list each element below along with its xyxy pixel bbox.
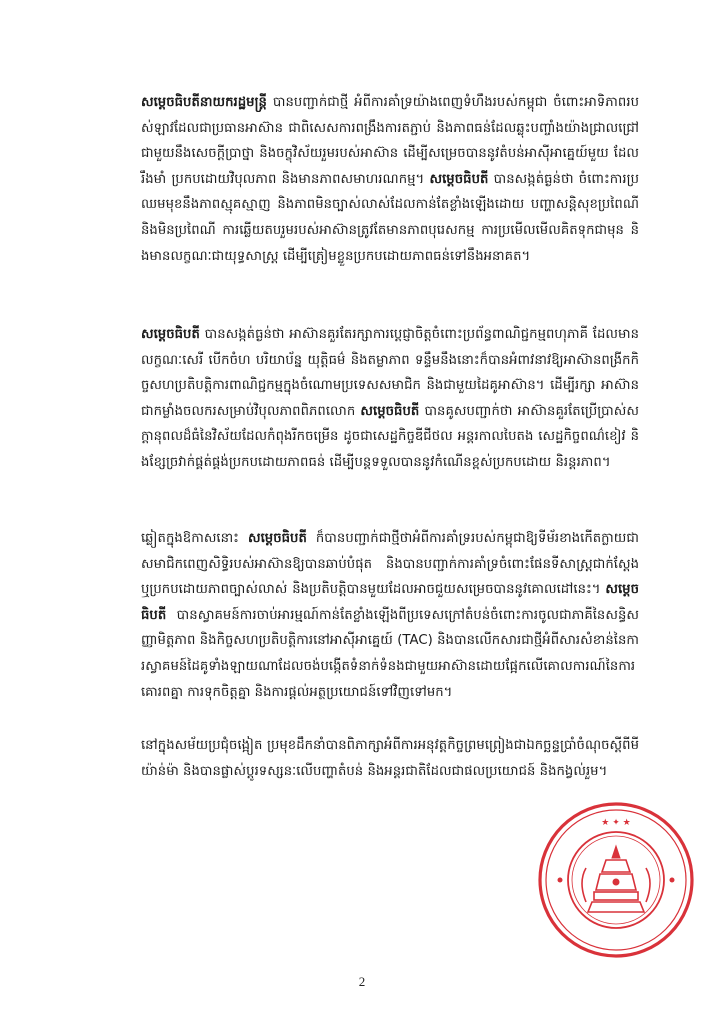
highlighted-name: សម្តេចធិបតី (141, 582, 639, 623)
paragraph-text: ក៏បានបញ្ជាក់ជាថ្មីថាអំពីការគាំទ្ររបស់កម្ពុជាឱ្យទីម័រខាងកើតក្លាយជាសមាជិកពេញសិទ្ធិរបស់អាស៊ានឱ្យបានឆាប់បំផុត និងបានបញ្ជាក់ការគាំទ្រចំពោះផែនទីសាស្ត្រជាក់ស្តែង ឬប្រកបដោយភាពច្បាស់លាស់ និងប្រតិបត្តិបានមួយដែលអាចជួយសម្រេចបាននូវគោលដៅនេះ។ (141, 531, 639, 598)
highlighted-name: សម្តេចធិបតី (360, 403, 420, 419)
highlighted-name: សម្តេចធិបតី (141, 327, 200, 342)
seal-ring-text: ★ ✦ ★ (601, 818, 631, 828)
official-seal-stamp (534, 798, 698, 962)
highlighted-name: សម្តេចធិបតីនាយករដ្ឋមន្ត្រី (141, 95, 267, 110)
paragraph-text: បានសង្កត់ធ្ងន់ថា អាស៊ានគួរតែរក្សាការប្តេជ្ញាចិត្តចំពោះប្រព័ន្ធពាណិជ្ជកម្មពហុភាគី ដែលមានលក្ខណៈសេរី បើកចំហ បរិយាប័ន្ន យុត្តិធម៌ និងតម្លាភាព ទន្ទឹមនឹងនោះក៏បានអំពាវនាវឱ្យអាស៊ានពង្រីកកិច្ចសហប្រតិបត្តិការពាណិជ្ជកម្មក្នុងចំណោមប្រទេសសមាជិក និងជាមួយដៃគូអាស៊ាន។ ដើម្បីរក្សា អាស៊ានជាកម្លាំងចលករសម្រាប់វិបុលភាពពិភពលោក (141, 327, 639, 419)
paragraph-text: បានស្វាគមន៍ការចាប់អារម្មណ៍កាន់តែខ្លាំងឡើងពីប្រទេសក្រៅតំបន់ចំពោះការចូលជាភាគីនៃសន្ធិសញ្ញាមិត្តភាព និងកិច្ចសហប្រតិបត្តិការនៅអាស៊ីអាគ្នេយ៍ (TAC) និងបានលើកសារជាថ្មីអំពីសារសំខាន់នៃការស្វាគមន៍ដៃគូទាំងឡាយណាដែលចង់បង្កើតទំនាក់ទំនងជាមួយអាស៊ានដោយផ្អែកលើគោលការណ៍នៃការគោរពគ្នា ការទុកចិត្តគ្នា និងការផ្តល់អត្ថប្រយោជន៍ទៅវិញទៅមក។ (141, 607, 639, 700)
paragraph-text: នៅក្នុងសម័យប្រជុំចង្អៀត ប្រមុខដឹកនាំបានពិភាក្សាអំពីការអនុវត្តកិច្ចព្រមព្រៀងជាឯកច្ឆន្ទប្រាំចំណុចស្តីពីមីយ៉ាន់ម៉ា និងបានផ្លាស់ប្តូរទស្សនៈលើបញ្ហាតំបន់ និងអន្តរជាតិដែលជាផលប្រយោជន៍ និងកង្វល់រួម។ (141, 738, 639, 779)
page-number: 2 (358, 974, 366, 989)
paragraph-text: ឆ្លៀតក្នុងឱកាសនោះ (141, 531, 248, 546)
highlighted-name: សម្តេចធិបតី (248, 531, 307, 546)
seal-ring-text-marks (601, 818, 630, 828)
paragraph-2 (141, 322, 639, 476)
paragraph-1 (141, 90, 639, 269)
paragraph-text: បានសង្កត់ធ្ងន់ថា ចំពោះការប្រឈមមុខនឹងភាពស្មុគស្មាញ និងភាពមិនច្បាស់លាស់ដែលកាន់តែខ្លាំងឡើងដោយ បញ្ហាសន្តិសុខប្រពៃណី និងមិនប្រពៃណី ការឆ្លើយតបរួមរបស់អាស៊ានត្រូវតែមានភាពបុរេសកម្ម ការប្រមើលមើលគិតទុកជាមុន និងមានលក្ខណៈជាយុទ្ធសាស្ត្រ ដើម្បីត្រៀមខ្លួនប្រកបដោយភាពធន់ទៅនឹងអនាគត។ (141, 171, 639, 264)
paragraph-3 (141, 526, 639, 705)
highlighted-name: សម្តេចធិបតី (429, 171, 489, 187)
paragraph-text: បានបញ្ជាក់ជាថ្មី អំពីការគាំទ្រយ៉ាងពេញទំហឹងរបស់កម្ពុជា ចំពោះអាទិភាពរបស់ឡាវដែលជាប្រធានអាស៊ាន ជាពិសេសការពង្រឹងការតភ្ជាប់ និងភាពធន់ដែលឆ្លុះបញ្ចាំងយ៉ាងជ្រាលជ្រៅជាមួយនឹងសេចក្តីប្រាថ្នា និងចក្ខុវិស័យរួមរបស់អាស៊ាន ដើម្បីសម្រេចបាននូវតំបន់អាស៊ីអាគ្នេយ៍មួយ ដែលរឹងមាំ ប្រកបដោយវិបុលភាព និងមានភាពសមាហរណកម្ម។ (141, 95, 639, 187)
seal-emblem (582, 846, 650, 912)
paragraph-4 (141, 733, 639, 784)
paragraph-text: បានគូសបញ្ជាក់ថា អាស៊ានគួរតែប្រើប្រាស់សក្តានុពលដ៏ធំនៃវិស័យដែលកំពុងរីកចម្រើន ដូចជាសេដ្ឋកិច្ចឌីជីថល អន្តរកាលបៃតង សេដ្ឋកិច្ចពណ៌ខៀវ និងខ្សែច្រវាក់ផ្គត់ផ្គង់ប្រកបដោយភាពធន់ ដើម្បីបន្តទទួលបាននូវកំណើនខ្ពស់ប្រកបដោយ និរន្តរភាព។ (141, 403, 639, 470)
